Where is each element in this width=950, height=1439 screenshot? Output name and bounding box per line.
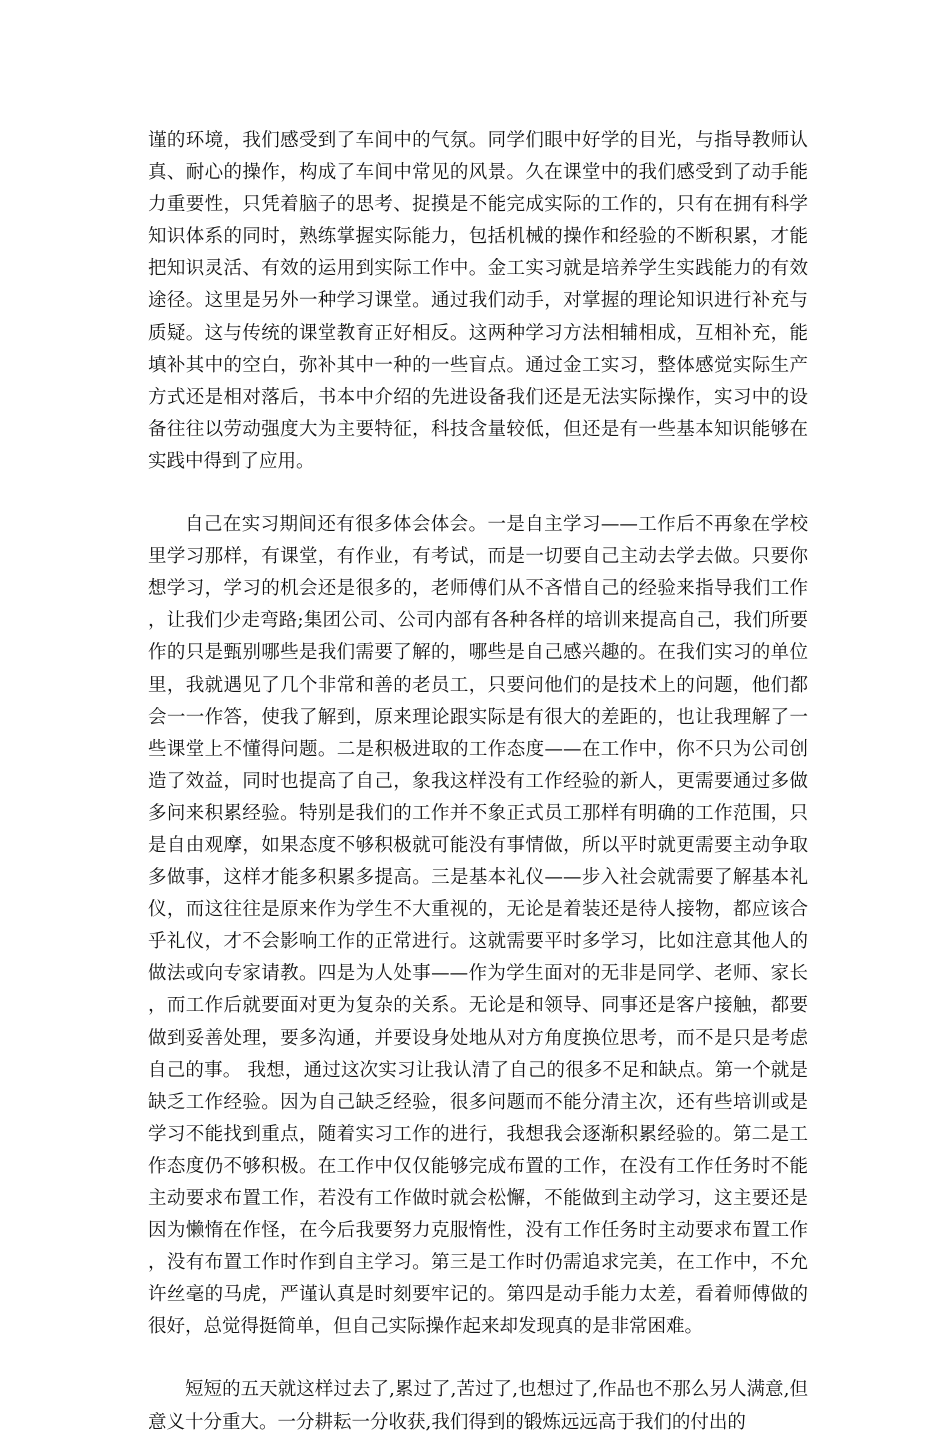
paragraph-gap (148, 1343, 808, 1374)
paragraph-2: 自己在实习期间还有很多体会体会。一是自主学习——工作后不再象在学校里学习那样，有课堂，有作业，有考试，而是一切要自己主动去学去做。只要你想学习，学习的机会还是很多的，老师傅们从不吝惜自己的经验来指导我们工作，让我们少走弯路;集团公司、公司内部有各种各样的培训来提高自己，我们所要作的只是甄别哪些是我们需要了解的，哪些是自己感兴趣的。在我们实习的单位里，我就遇见了几个非常和善的老员工，只要问他们的是技术上的问题，他们都会一一作答，使我了解到，原来理论跟实际是有很大的差距的，也让我理解了一些课堂上不懂得问题。二是积极进取的工作态度——在工作中，你不只为公司创造了效益，同时也提高了自己，象我这样没有工作经验的新人，更需要通过多做多问来积累经验。特别是我们的工作并不象正式员工那样有明确的工作范围，只是自由观摩，如果态度不够积极就可能没有事情做，所以平时就更需要主动争取多做事，这样才能多积累多提高。三是基本礼仪——步入社会就需要了解基本礼仪，而这往往是原来作为学生不大重视的，无论是着装还是待人接物，都应该合乎礼仪，才不会影响工作的正常进行。这就需要平时多学习，比如注意其他人的做法或向专家请教。四是为人处事——作为学生面对的无非是同学、老师、家长，而工作后就要面对更为复杂的关系。无论是和领导、同事还是客户接触，都要做到妥善处理，要多沟通，并要设身处地从对方角度换位思考，而不是只是考虑自己的事。 我想，通过这次实习让我认清了自己的很多不足和缺点。第一个就是缺乏工作经验。因为自己缺乏经验，很多问题而不能分清主次，还有些培训或是学习不能找到重点，随着实习工作的进行，我想我会逐渐积累经验的。第二是工作态度仍不够积极。在工作中仅仅能够完成布置的工作，在没有工作任务时不能主动要求布置工作，若没有工作做时就会松懈，不能做到主动学习，这主要还是因为懒惰在作怪，在今后我要努力克服惰性，没有工作任务时主动要求布置工作，没有布置工作时作到自主学习。第三是工作时仍需追求完美，在工作中，不允许丝毫的马虎，严谨认真是时刻要牢记的。第四是动手能力太差，看着师傅做的很好，总觉得挺简单，但自己实际操作起来却发现真的是非常困难。 (148, 514, 808, 1338)
paragraph-3: 短短的五天就这样过去了,累过了,苦过了,也想过了,作品也不那么另人满意,但意义十分重大。一分耕耘一分收获,我们得到的锻炼远远高于我们的付出的 (148, 1379, 808, 1433)
document-body (148, 125, 808, 1439)
paragraph-gap (148, 478, 808, 509)
paragraph-1: 谨的环境，我们感受到了车间中的气氛。同学们眼中好学的目光，与指导教师认真、耐心的操作，构成了车间中常见的风景。久在课堂中的我们感受到了动手能力重要性，只凭着脑子的思考、捉摸是不能完成实际的工作的，只有在拥有科学知识体系的同时，熟练掌握实际能力，包括机械的操作和经验的不断积累，才能把知识灵活、有效的运用到实际工作中。金工实习就是培养学生实践能力的有效途径。这里是另外一种学习课堂。通过我们动手，对掌握的理论知识进行补充与质疑。这与传统的课堂教育正好相反。这两种学习方法相辅相成，互相补充，能填补其中的空白，弥补其中一种的一些盲点。通过金工实习，整体感觉实际生产方式还是相对落后，书本中介绍的先进设备我们还是无法实际操作，实习中的设备往往以劳动强度大为主要特征，科技含量较低，但还是有一些基本知识能够在实践中得到了应用。 (148, 130, 808, 472)
